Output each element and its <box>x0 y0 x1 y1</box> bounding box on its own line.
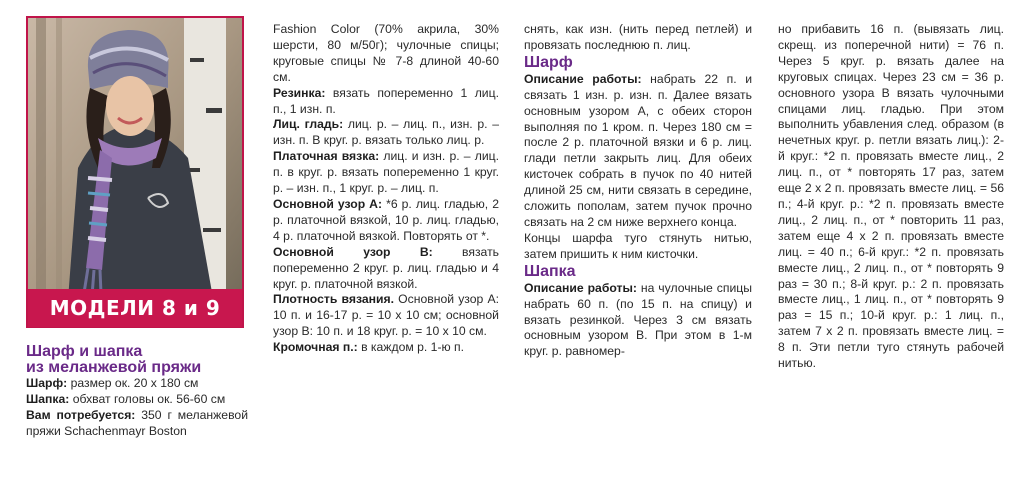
gauge-label: Плотность вязания. <box>273 292 394 307</box>
column-3 <box>524 22 752 360</box>
sharf-size <box>26 376 248 392</box>
models-badge: МОДЕЛИ 8 и 9 <box>28 289 242 327</box>
lic-glad-text: лиц. р. – лиц. п., изн. р. – изн. п. В круг. р. вязать только лиц. р. <box>273 117 499 148</box>
sharf-finishing: Концы шарфа туго стянуть нитью, затем пришить к ним кисточки. <box>524 230 752 261</box>
materials-text: 350 г меланжевой пряжи Schachenmayr Boston <box>26 407 249 438</box>
pattern-b-text: вязать попеременно 2 круг. р. лиц. гладью и 4 круг. р. платочной вязкой. <box>273 244 500 291</box>
pattern-a-text: *6 р. лиц. гладью, 2 р. платочной вязкой, 10 р. лиц. гладью, 4 р. платочной вязкой. Повторять от *. <box>273 196 500 243</box>
pattern-b-paragraph <box>273 245 499 293</box>
column-2 <box>273 22 499 356</box>
edge-stitch-continued: снять, как изн. (нить перед петлей) и провязать последнюю п. лиц. <box>524 22 752 52</box>
lic-glad-paragraph <box>273 117 499 149</box>
materials-continued: Fashion Color (70% акрила, 30% шерсти, 80 м/50г); чулочные спицы; круговые спицы № 7-8 длиной 40-60 см. <box>273 22 499 84</box>
shapka-instructions <box>524 281 752 361</box>
pattern-b-label: Основной узор В: <box>273 244 433 259</box>
shapka-instructions-continued: но прибавить 16 п. (вывязать лиц. скрещ. из поперечной нити) = 76 п. Через 5 круг. р. вязать далее на круговых спицах. Через 23 см = 36 р. основного узора В вязать чулочными спицами лиц. гладью. При этом выполнить убавления след. образом (в нечетных круг. р. петли вязать лиц.): 2-й круг.: *2 п. провязать вместе лиц., 2 лиц. п., от * повторять 17 раз, затем еще 2 х 2 п. провязать вместе лиц. = 56 п.; 4-й круг. р.: *2 п. провязать вместе лиц., 2 лиц. п., от * повторить 11 раз, затем еще 4 х 2 п. провязать вместе лиц. = 40 п.; 6-й круг.: *2 п. провязать вместе лиц., 2 лиц. п., от * повторять 9 раз = 30 п.; 8-й круг. р.: 2 п. провязать вместе лиц., 1 лиц. п., от * повторять 9 раз = 15 п.; 10-й круг. р.: 1 лиц. п., затем 7 х 2 п. провязать вместе лиц. = 8 п. Эти петли туго стянуть рабочей нитью. <box>778 22 1004 371</box>
shapka-heading: Шапка <box>524 262 576 280</box>
sharf-size-label: Шарф: <box>26 376 68 390</box>
platochnaya-text: лиц. и изн. р. – лиц. п. в круг. р. вязать попеременно 1 круг. р. – изн. п., 1 круг. р. – лиц. п. <box>273 149 499 196</box>
sharf-size-text: размер ок. 20 х 180 см <box>67 376 199 390</box>
model-photo <box>26 16 244 328</box>
edge-stitch-label: Кромочная п.: <box>273 340 358 355</box>
shapka-size <box>26 392 248 408</box>
edge-stitch-text: в каждом р. 1-ю п. <box>357 340 465 355</box>
platochnaya-paragraph <box>273 149 499 197</box>
platochnaya-label: Платочная вязка: <box>273 149 380 164</box>
sharf-instructions-text: набрать 22 п. и связать 1 изн. р. изн. п. Далее вязать основным узором А, с обеих сторон выполняя по 1 кром. п. Через 180 см = после 2 р. платочной вязки и 6 р. лиц. глади петли закрыть лиц. Для обеих кисточек собрать в пучок по 40 нитей длиной 25 см, нити связать в середине, сложить пополам, затем пучок прочно связать на 2 см ниже верхнего конца. <box>524 71 752 229</box>
shapka-instructions-text: на чулочные спицы набрать 60 п. (по 15 п. на спицу) и вязать резинкой. Через 3 см вязать основным узором В. При этом в 1-м круг. р. равномер- <box>524 280 752 359</box>
shapka-instructions-label: Описание работы: <box>524 280 637 295</box>
gauge-text: Основной узор А: 10 п. и 16-17 р. = 10 х 10 см; основной узор В: 10 п. и 18 круг. р. = 10 х 10 см. <box>273 292 499 339</box>
edge-stitch-paragraph <box>273 340 499 356</box>
pattern-a-label: Основной узор А: <box>273 196 383 211</box>
pattern-a-paragraph <box>273 197 499 245</box>
model-illustration <box>28 18 242 326</box>
shapka-size-text: обхват головы ок. 56-60 см <box>69 391 226 406</box>
article-title-line-1: Шарф и шапка <box>26 343 143 360</box>
sharf-heading: Шарф <box>524 53 573 71</box>
rezinka-label: Резинка: <box>273 85 326 100</box>
lic-glad-label: Лиц. гладь: <box>273 117 344 132</box>
article-title-line-2: из меланжевой пряжи <box>26 359 202 376</box>
gauge-paragraph <box>273 292 499 340</box>
column-1 <box>26 344 248 440</box>
rezinka-text: вязать попеременно 1 лиц. п., 1 изн. п. <box>273 85 499 116</box>
materials <box>26 408 248 440</box>
sharf-instructions-label: Описание работы: <box>524 71 642 86</box>
materials-label: Вам потребуется: <box>26 407 136 422</box>
sharf-instructions <box>524 72 752 231</box>
shapka-size-label: Шапка: <box>26 391 70 406</box>
column-4 <box>778 22 1004 372</box>
rezinka-paragraph <box>273 86 499 118</box>
